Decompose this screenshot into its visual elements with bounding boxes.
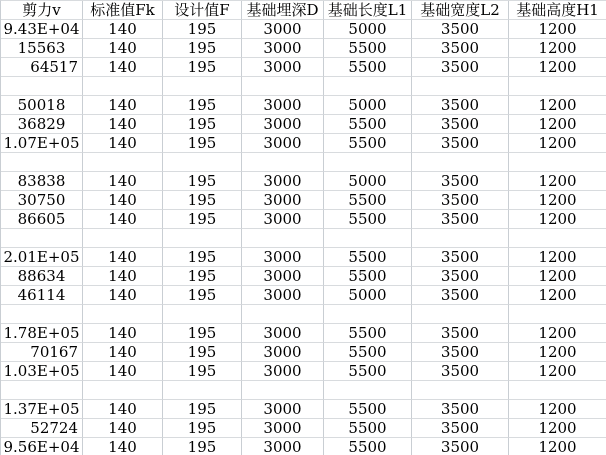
table-cell[interactable]: 70167: [1, 343, 83, 362]
table-cell[interactable]: 195: [163, 286, 242, 305]
table-cell[interactable]: [1, 153, 83, 172]
table-cell[interactable]: 9.43E+04: [1, 20, 83, 39]
table-row: [1, 248, 606, 267]
table-cell[interactable]: 3500: [412, 210, 509, 229]
table-cell[interactable]: [509, 77, 606, 96]
table-cell[interactable]: 140: [83, 115, 163, 134]
table-cell[interactable]: 3500: [412, 362, 509, 381]
table-cell[interactable]: [412, 77, 509, 96]
table-cell[interactable]: 3500: [412, 324, 509, 343]
table-cell[interactable]: 5000: [324, 286, 412, 305]
table-cell[interactable]: 3000: [242, 248, 324, 267]
table-cell[interactable]: [163, 153, 242, 172]
table-cell[interactable]: [1, 77, 83, 96]
table-cell[interactable]: 3500: [412, 115, 509, 134]
table-row: [1, 324, 606, 343]
table-cell[interactable]: [412, 229, 509, 248]
table-cell[interactable]: 5000: [324, 172, 412, 191]
table-cell[interactable]: 195: [163, 343, 242, 362]
table-cell[interactable]: 195: [163, 438, 242, 455]
header-cell[interactable]: 基础高度H1: [509, 1, 606, 20]
table-cell[interactable]: [324, 229, 412, 248]
table-cell[interactable]: 30750: [1, 191, 83, 210]
table-cell[interactable]: 140: [83, 248, 163, 267]
table-cell[interactable]: 140: [83, 438, 163, 455]
table-cell[interactable]: [324, 153, 412, 172]
table-cell[interactable]: 5500: [324, 343, 412, 362]
table-cell[interactable]: 1200: [509, 20, 606, 39]
table-row: [1, 267, 606, 286]
header-cell[interactable]: 基础长度L1: [324, 1, 412, 20]
table-cell[interactable]: 5500: [324, 39, 412, 58]
table-row: [1, 153, 606, 172]
table-cell[interactable]: 3000: [242, 20, 324, 39]
table-row: [1, 134, 606, 153]
table-cell[interactable]: 5000: [324, 20, 412, 39]
table-cell[interactable]: 9.56E+04: [1, 438, 83, 455]
table-cell[interactable]: 5500: [324, 362, 412, 381]
table-cell[interactable]: 5500: [324, 115, 412, 134]
table-cell[interactable]: 3000: [242, 210, 324, 229]
table-cell[interactable]: 3000: [242, 134, 324, 153]
table-cell[interactable]: 5500: [324, 438, 412, 455]
table-row: [1, 305, 606, 324]
table-cell[interactable]: [83, 381, 163, 400]
table-cell[interactable]: 140: [83, 191, 163, 210]
table-row: [1, 115, 606, 134]
table-cell[interactable]: 5000: [324, 96, 412, 115]
table-cell[interactable]: 5500: [324, 210, 412, 229]
table-cell[interactable]: 195: [163, 400, 242, 419]
table-row: [1, 343, 606, 362]
table-cell[interactable]: [163, 77, 242, 96]
table-cell[interactable]: [509, 153, 606, 172]
table-cell[interactable]: 3000: [242, 96, 324, 115]
table-row: [1, 58, 606, 77]
table-row: [1, 20, 606, 39]
table-cell[interactable]: 5500: [324, 191, 412, 210]
table-cell[interactable]: 1.03E+05: [1, 362, 83, 381]
table-cell[interactable]: 3000: [242, 419, 324, 438]
table-cell[interactable]: [324, 305, 412, 324]
table-cell[interactable]: 3500: [412, 191, 509, 210]
table-cell[interactable]: [412, 305, 509, 324]
table-cell[interactable]: [242, 381, 324, 400]
table-cell[interactable]: 2.01E+05: [1, 248, 83, 267]
table-cell[interactable]: 195: [163, 20, 242, 39]
table-cell[interactable]: [242, 229, 324, 248]
table-cell[interactable]: [83, 229, 163, 248]
table-row: [1, 39, 606, 58]
table-cell[interactable]: 3000: [242, 267, 324, 286]
table-cell[interactable]: [1, 229, 83, 248]
table-cell[interactable]: [412, 153, 509, 172]
table-cell[interactable]: 3500: [412, 134, 509, 153]
table-cell[interactable]: 140: [83, 20, 163, 39]
table-cell[interactable]: 3500: [412, 286, 509, 305]
table-cell[interactable]: [83, 305, 163, 324]
table-cell[interactable]: 195: [163, 267, 242, 286]
table-cell[interactable]: 195: [163, 115, 242, 134]
table-cell[interactable]: 5500: [324, 58, 412, 77]
table-cell[interactable]: 140: [83, 419, 163, 438]
table-row: [1, 286, 606, 305]
table-row: [1, 191, 606, 210]
table-row: [1, 438, 606, 455]
table-cell[interactable]: 3500: [412, 419, 509, 438]
table-cell[interactable]: 3000: [242, 324, 324, 343]
table-cell[interactable]: 5500: [324, 267, 412, 286]
table-cell[interactable]: 140: [83, 362, 163, 381]
table-cell[interactable]: 3000: [242, 286, 324, 305]
table-cell[interactable]: 140: [83, 39, 163, 58]
table-cell[interactable]: 140: [83, 343, 163, 362]
table-cell[interactable]: 52724: [1, 419, 83, 438]
table-cell[interactable]: 83838: [1, 172, 83, 191]
table-cell[interactable]: 1200: [509, 96, 606, 115]
table-cell[interactable]: 3500: [412, 267, 509, 286]
table-cell[interactable]: [242, 77, 324, 96]
table-cell[interactable]: 5500: [324, 400, 412, 419]
table-cell[interactable]: 140: [83, 286, 163, 305]
table-cell[interactable]: 3000: [242, 191, 324, 210]
table-cell[interactable]: 1200: [509, 39, 606, 58]
table-cell[interactable]: [242, 153, 324, 172]
table-cell[interactable]: 140: [83, 58, 163, 77]
table-cell[interactable]: [412, 381, 509, 400]
table-cell[interactable]: 3000: [242, 115, 324, 134]
table-cell[interactable]: 195: [163, 39, 242, 58]
table-cell[interactable]: 46114: [1, 286, 83, 305]
table-cell[interactable]: 88634: [1, 267, 83, 286]
table-cell[interactable]: 1.78E+05: [1, 324, 83, 343]
header-cell[interactable]: 剪力v: [1, 1, 83, 20]
table-cell[interactable]: 195: [163, 58, 242, 77]
table-cell[interactable]: 3500: [412, 438, 509, 455]
table-cell[interactable]: 140: [83, 172, 163, 191]
table-cell[interactable]: 3000: [242, 400, 324, 419]
table-cell[interactable]: 1200: [509, 362, 606, 381]
table-cell[interactable]: 64517: [1, 58, 83, 77]
table-cell[interactable]: 140: [83, 96, 163, 115]
table-cell[interactable]: [509, 305, 606, 324]
table-cell[interactable]: [324, 381, 412, 400]
table-cell[interactable]: [1, 305, 83, 324]
table-cell[interactable]: 5500: [324, 248, 412, 267]
header-cell[interactable]: 标准值Fk: [83, 1, 163, 20]
header-cell[interactable]: 基础宽度L2: [412, 1, 509, 20]
table-row: [1, 419, 606, 438]
table-row: [1, 172, 606, 191]
table-cell[interactable]: 140: [83, 267, 163, 286]
table-cell[interactable]: [1, 381, 83, 400]
table-cell[interactable]: [509, 229, 606, 248]
table-cell[interactable]: 3500: [412, 172, 509, 191]
table-cell[interactable]: 1200: [509, 419, 606, 438]
table-cell[interactable]: [242, 305, 324, 324]
table-cell[interactable]: 195: [163, 172, 242, 191]
table-cell[interactable]: 195: [163, 96, 242, 115]
table-row: [1, 96, 606, 115]
table-row: [1, 400, 606, 419]
header-row: [1, 1, 606, 20]
table-cell[interactable]: [163, 305, 242, 324]
table-cell[interactable]: [83, 77, 163, 96]
table-row: [1, 362, 606, 381]
table-cell[interactable]: 1200: [509, 248, 606, 267]
table-cell[interactable]: 36829: [1, 115, 83, 134]
table-cell[interactable]: 3500: [412, 96, 509, 115]
table-cell[interactable]: 1.37E+05: [1, 400, 83, 419]
table-cell[interactable]: 195: [163, 324, 242, 343]
table-cell[interactable]: 1200: [509, 115, 606, 134]
table-cell[interactable]: 1200: [509, 191, 606, 210]
table-cell[interactable]: 5500: [324, 419, 412, 438]
table-cell[interactable]: 1200: [509, 343, 606, 362]
table-cell[interactable]: 5500: [324, 134, 412, 153]
header-cell[interactable]: 设计值F: [163, 1, 242, 20]
table-cell[interactable]: 3500: [412, 39, 509, 58]
table-cell[interactable]: 195: [163, 362, 242, 381]
table-cell[interactable]: 3000: [242, 343, 324, 362]
table-cell[interactable]: 1200: [509, 172, 606, 191]
table-cell[interactable]: 1200: [509, 210, 606, 229]
table-cell[interactable]: 195: [163, 134, 242, 153]
table-cell[interactable]: 195: [163, 210, 242, 229]
table-cell[interactable]: 195: [163, 191, 242, 210]
table-cell[interactable]: 3000: [242, 438, 324, 455]
table-cell[interactable]: 140: [83, 210, 163, 229]
table-cell[interactable]: 1200: [509, 400, 606, 419]
table-cell[interactable]: [324, 77, 412, 96]
table-cell[interactable]: 1200: [509, 438, 606, 455]
table-row: [1, 210, 606, 229]
table-cell[interactable]: 140: [83, 324, 163, 343]
header-cell[interactable]: 基础埋深D: [242, 1, 324, 20]
table-cell[interactable]: 1200: [509, 267, 606, 286]
table-cell[interactable]: [509, 381, 606, 400]
table-cell[interactable]: [83, 153, 163, 172]
table-cell[interactable]: 3500: [412, 20, 509, 39]
table-cell[interactable]: 1.07E+05: [1, 134, 83, 153]
table-cell[interactable]: [163, 381, 242, 400]
table-cell[interactable]: 1200: [509, 134, 606, 153]
table-cell[interactable]: 3000: [242, 362, 324, 381]
table-cell[interactable]: 86605: [1, 210, 83, 229]
table-cell[interactable]: 140: [83, 134, 163, 153]
table-cell[interactable]: 5500: [324, 324, 412, 343]
table-cell[interactable]: 195: [163, 419, 242, 438]
table-cell[interactable]: 195: [163, 248, 242, 267]
table-cell[interactable]: 3500: [412, 248, 509, 267]
table-cell[interactable]: 1200: [509, 58, 606, 77]
table-cell[interactable]: 140: [83, 400, 163, 419]
table-cell[interactable]: 3500: [412, 58, 509, 77]
table-cell[interactable]: 50018: [1, 96, 83, 115]
table-cell[interactable]: 15563: [1, 39, 83, 58]
table-cell[interactable]: 3000: [242, 39, 324, 58]
table-cell[interactable]: 3500: [412, 343, 509, 362]
table-row: [1, 77, 606, 96]
table-row: [1, 381, 606, 400]
table-cell[interactable]: 3000: [242, 172, 324, 191]
table-cell[interactable]: 1200: [509, 286, 606, 305]
table-cell[interactable]: 3000: [242, 58, 324, 77]
table-cell[interactable]: 1200: [509, 324, 606, 343]
table-row: [1, 229, 606, 248]
table-cell[interactable]: [163, 229, 242, 248]
table-cell[interactable]: 3500: [412, 400, 509, 419]
